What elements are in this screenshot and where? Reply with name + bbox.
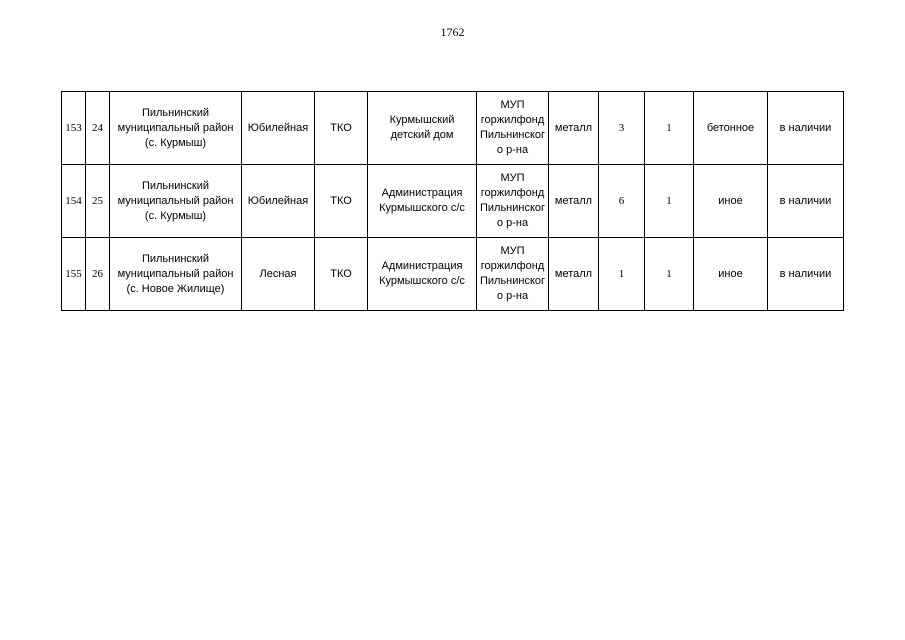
operator-line: о р-на [496, 144, 529, 156]
table-row [62, 238, 844, 311]
operator-line: горжилфонд [480, 114, 545, 126]
surface-cell: бетонное [694, 92, 768, 165]
operator-line: о р-на [496, 290, 529, 302]
owner-cell [368, 165, 477, 238]
operator-line: МУП [500, 245, 525, 257]
operator-line: о р-на [496, 217, 529, 229]
operator-line: Пильнинског [479, 202, 546, 214]
containers-cell: 6 [599, 165, 645, 238]
status-cell: в наличии [768, 165, 844, 238]
district-cell [110, 165, 242, 238]
operator-line: горжилфонд [480, 260, 545, 272]
count-cell: 1 [645, 92, 694, 165]
page-number: 1762 [440, 25, 465, 39]
district-line: муниципальный район [117, 121, 234, 134]
table-row [62, 92, 844, 165]
owner-line: Курмышского с/с [379, 275, 465, 287]
owner-line: Администрация [381, 260, 463, 272]
waste-type-cell: ТКО [315, 92, 368, 165]
registry-table [61, 91, 844, 311]
street-cell: Юбилейная [242, 165, 315, 238]
containers-cell: 3 [599, 92, 645, 165]
operator-cell [477, 165, 549, 238]
row-number: 154 [62, 165, 86, 238]
status-cell: в наличии [768, 92, 844, 165]
operator-line: Пильнинског [479, 129, 546, 141]
material-cell: металл [549, 92, 599, 165]
containers-cell: 1 [599, 238, 645, 311]
owner-line: Курмышского с/с [379, 202, 465, 214]
waste-type-cell: ТКО [315, 165, 368, 238]
material-cell: металл [549, 165, 599, 238]
operator-line: МУП [500, 99, 525, 111]
status-cell: в наличии [768, 238, 844, 311]
owner-line: Курмышский [389, 114, 455, 126]
surface-cell: иное [694, 238, 768, 311]
district-cell [110, 238, 242, 311]
row-subnumber: 25 [86, 165, 110, 238]
waste-type-cell: ТКО [315, 238, 368, 311]
operator-line: Пильнинског [479, 275, 546, 287]
owner-cell [368, 92, 477, 165]
owner-cell [368, 238, 477, 311]
count-cell: 1 [645, 238, 694, 311]
district-line: (с. Новое Жилище) [126, 282, 225, 295]
district-line: муниципальный район [117, 194, 234, 207]
operator-cell [477, 92, 549, 165]
district-line: (с. Курмыш) [144, 209, 207, 222]
district-cell [110, 92, 242, 165]
owner-line: Администрация [381, 187, 463, 199]
material-cell: металл [549, 238, 599, 311]
district-line: Пильнинский [141, 252, 210, 265]
row-number: 153 [62, 92, 86, 165]
street-cell: Юбилейная [242, 92, 315, 165]
owner-line: детский дом [390, 129, 454, 141]
surface-cell: иное [694, 165, 768, 238]
district-line: муниципальный район [117, 267, 234, 280]
district-line: Пильнинский [141, 179, 210, 192]
row-number: 155 [62, 238, 86, 311]
row-subnumber: 24 [86, 92, 110, 165]
count-cell: 1 [645, 165, 694, 238]
street-cell: Лесная [242, 238, 315, 311]
operator-cell [477, 238, 549, 311]
district-line: Пильнинский [141, 106, 210, 119]
operator-line: МУП [500, 172, 525, 184]
table-row [62, 165, 844, 238]
operator-line: горжилфонд [480, 187, 545, 199]
district-line: (с. Курмыш) [144, 136, 207, 149]
row-subnumber: 26 [86, 238, 110, 311]
